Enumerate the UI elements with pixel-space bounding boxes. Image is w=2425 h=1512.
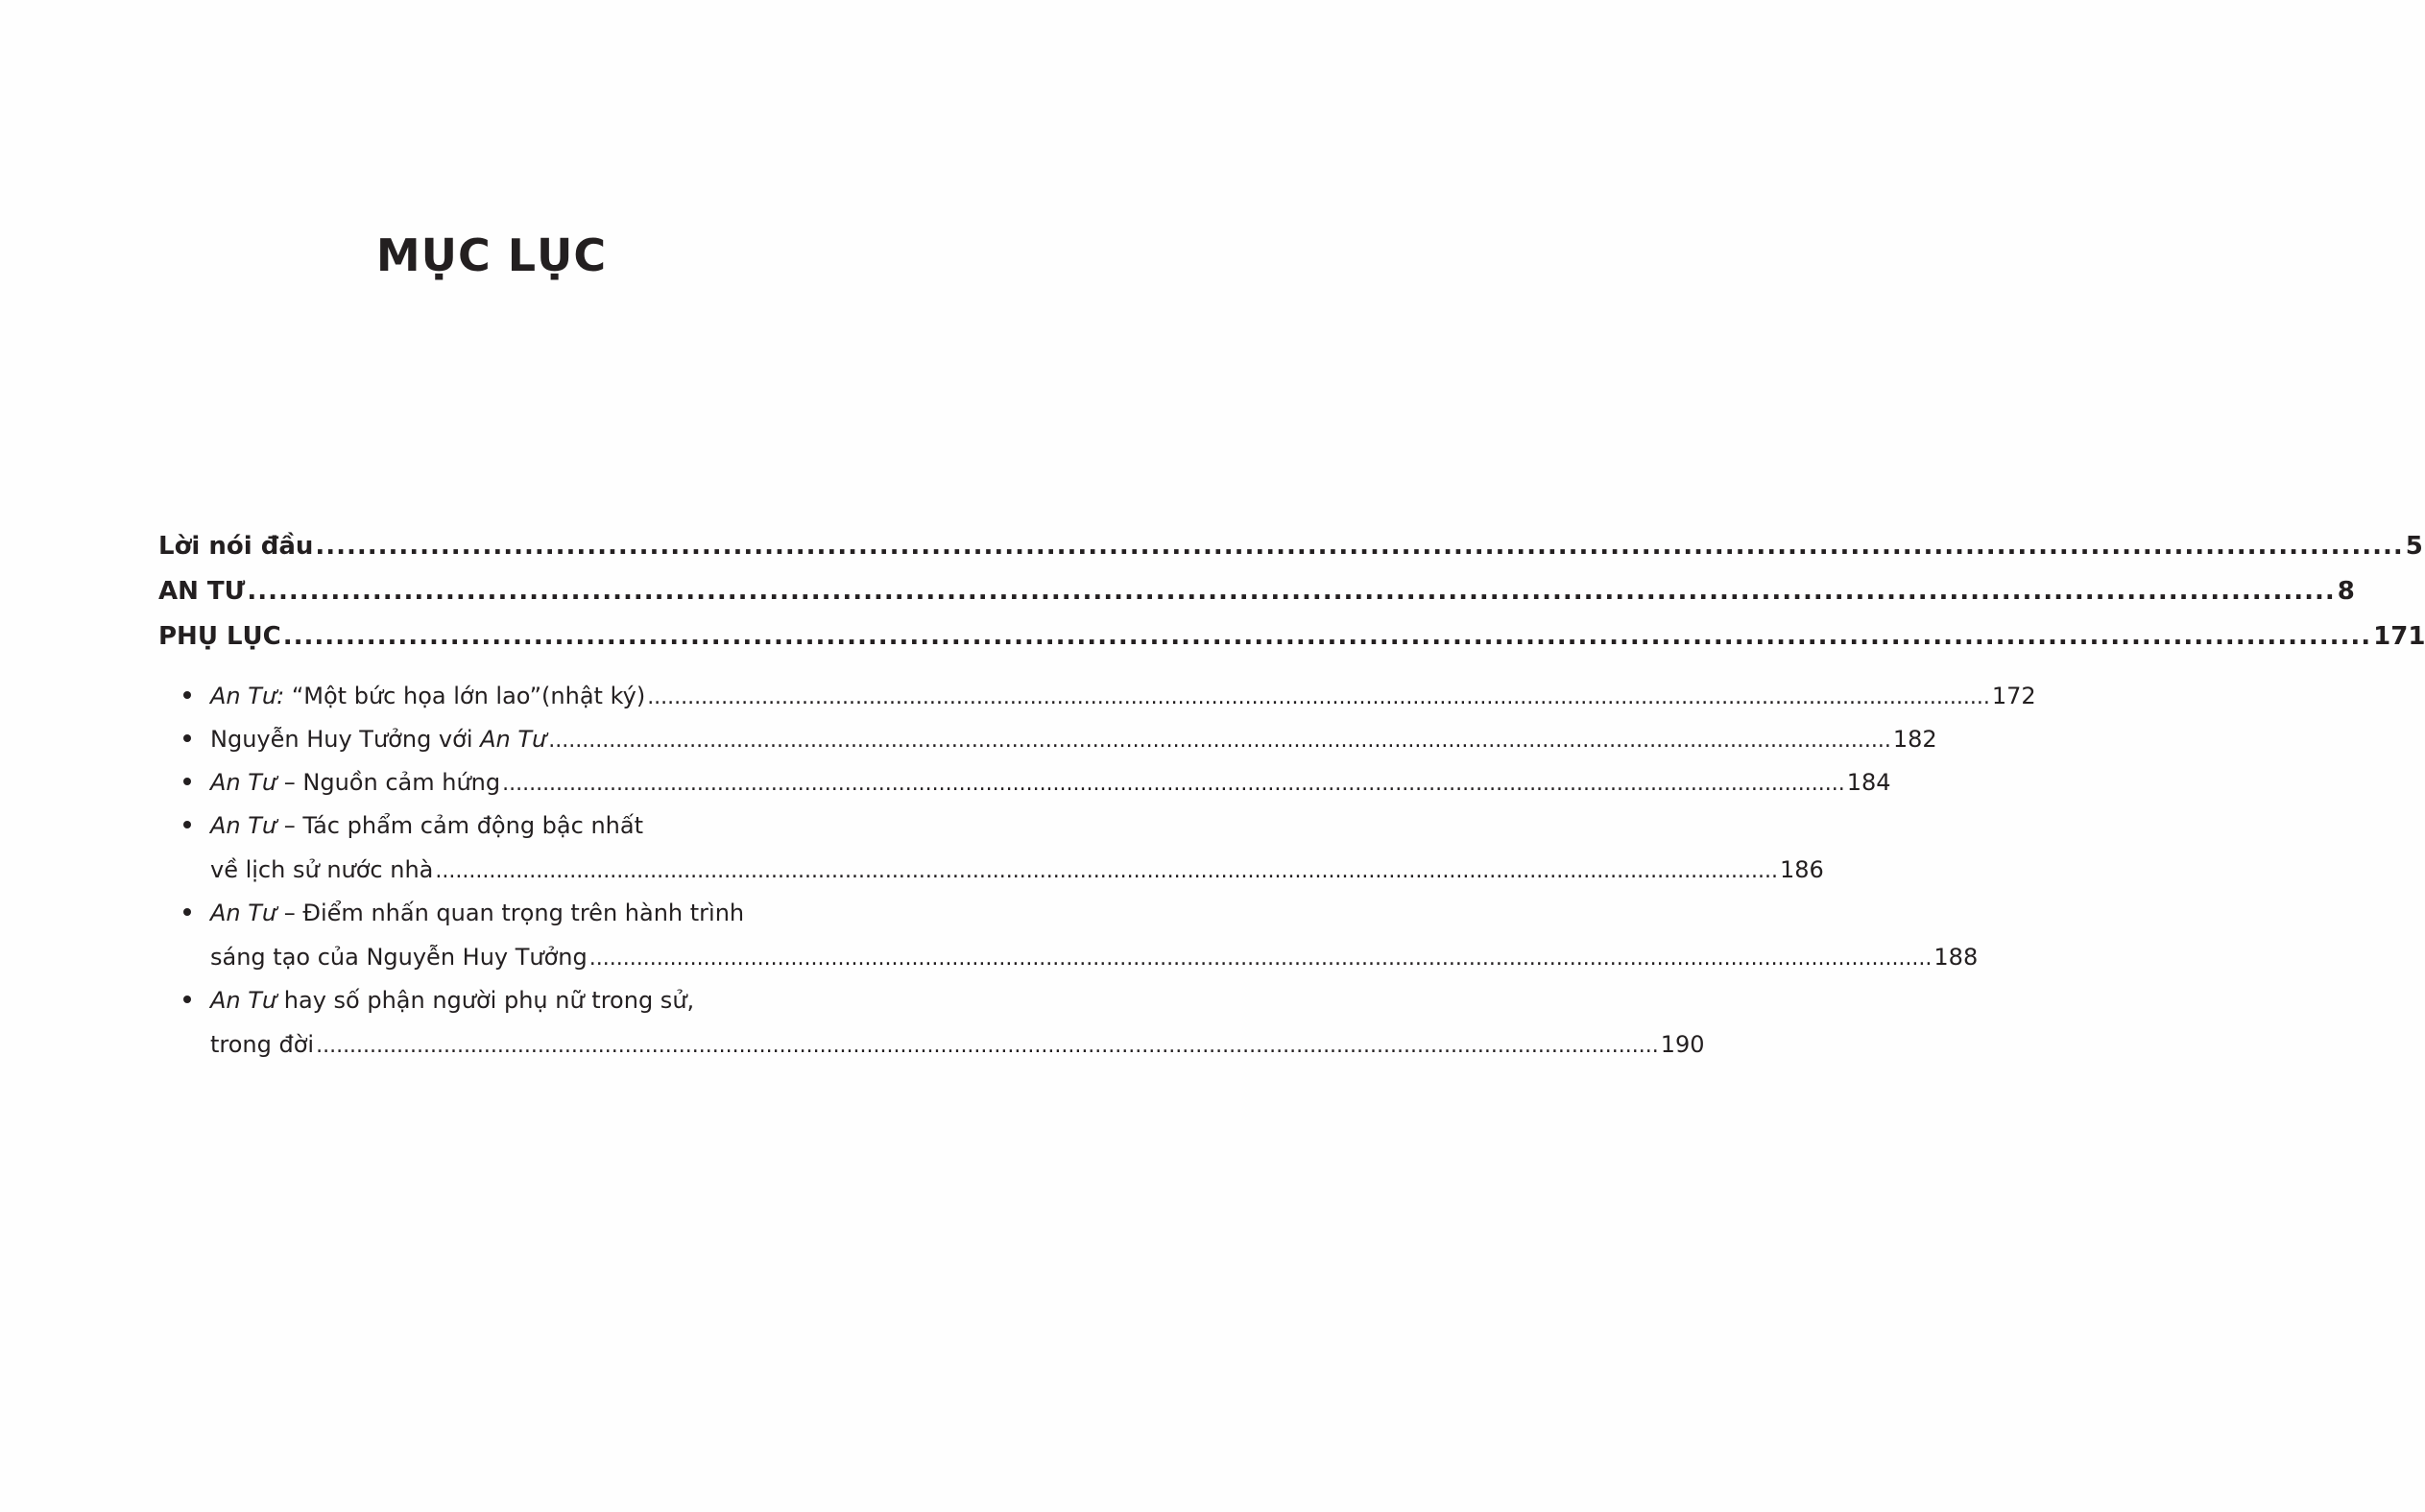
bullet-icon [183,734,191,742]
entry-text: – Nguồn cảm hứng [276,769,501,796]
entry-text: hay số phận người phụ nữ trong sử, [276,987,695,1014]
toc-sub-entry[interactable] [158,804,1824,892]
toc-entry-page: 188 [1933,944,1979,971]
bullet-icon [183,996,191,1003]
toc-entry-label: Lời nói đầu [158,532,314,561]
italic-title: An Tư: [210,683,285,709]
toc-entry-label: PHỤ LỤC [158,622,281,651]
entry-text: – Tác phẩm cảm động bậc nhất [276,812,643,839]
bullet-icon [183,821,191,828]
toc-entry-label [210,979,827,1022]
toc-sub-entry[interactable] [158,675,2036,718]
dot-leader: ........................................................................................................................................................................................................ [548,729,1891,753]
toc-appendix-entries [158,675,2036,1067]
bullet-icon [183,691,191,699]
italic-title: An Tư [210,812,277,839]
table-of-contents [158,524,2425,1067]
dot-leader: ........................................................................................................................................................................................................ [247,577,2336,606]
entry-text: Nguyễn Huy Tưởng với [210,726,481,753]
italic-title: An Tư [480,726,547,753]
entry-text: “Một bức họa lớn lao”(nhật ký) [284,683,646,709]
dot-leader: ........................................................................................................................................................................................................ [588,947,1933,971]
dot-leader: ........................................................................................................................................................................................................ [647,685,1990,709]
page-title: MỤC LỤC [375,229,608,281]
toc-entry-page: 184 [1846,769,1891,796]
toc-entry-page: 8 [2337,577,2355,606]
bullet-icon [183,778,191,785]
toc-sub-entry[interactable] [158,979,1705,1067]
toc-entry-label [210,675,645,718]
toc-entry-page: 182 [1892,726,1937,753]
toc-entry-label-cont: sáng tạo của Nguyễn Huy Tưởng [210,944,588,971]
dot-leader: ........................................................................................................................................................................................................ [435,859,1779,883]
toc-entry-phu-luc[interactable] [158,614,2425,660]
toc-entry-loi-noi-dau[interactable] [158,524,2423,569]
entry-text: – Điểm nhấn quan trọng trên hành trình [276,900,745,926]
toc-entry-label [210,804,827,848]
toc-entry-page: 186 [1780,856,1824,883]
toc-entry-label [210,761,500,804]
bullet-icon [183,908,191,916]
dot-leader: ........................................................................................................................................................................................................ [502,772,1845,796]
toc-sub-entry[interactable] [158,718,1937,761]
toc-entry-an-tu[interactable] [158,569,2355,614]
toc-entry-label-cont: trong đời [210,1031,315,1058]
toc-sub-entry[interactable] [158,892,1979,979]
toc-entry-label [210,718,546,761]
toc-entry-label: AN TƯ [158,577,246,606]
toc-entry-label-cont: về lịch sử nước nhà [210,856,434,883]
toc-entry-label [210,892,827,935]
italic-title: An Tư [210,769,277,796]
dot-leader: ........................................................................................................................................................................................................ [282,622,2372,651]
dot-leader: ........................................................................................................................................................................................................ [315,532,2404,561]
toc-entry-page: 171 [2373,622,2425,651]
italic-title: An Tư [210,987,277,1014]
toc-main-entries [158,524,2425,660]
dot-leader: ........................................................................................................................................................................................................ [316,1034,1659,1058]
toc-entry-page: 5 [2405,532,2423,561]
toc-entry-page: 172 [1991,683,2036,709]
toc-entry-page: 190 [1660,1031,1705,1058]
italic-title: An Tư [210,900,277,926]
toc-sub-entry[interactable] [158,761,1891,804]
